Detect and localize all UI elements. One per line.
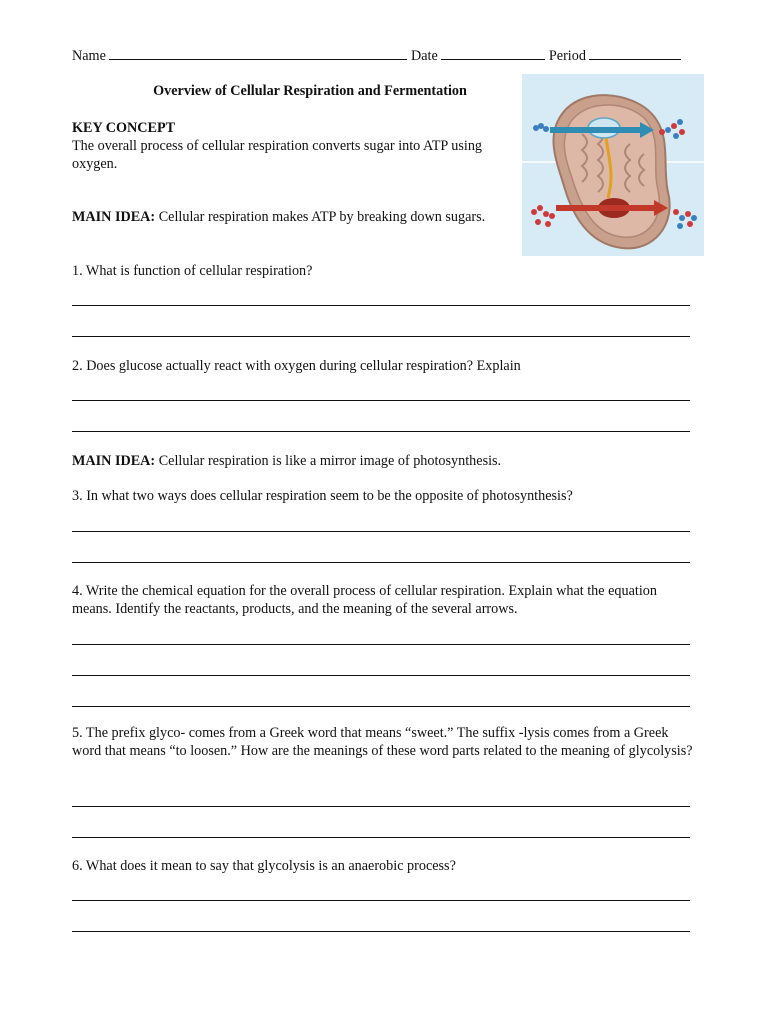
answer-line[interactable] [72, 900, 690, 901]
name-field[interactable] [109, 46, 407, 60]
answer-line[interactable] [72, 531, 690, 532]
mitochondrion-illustration [522, 74, 704, 256]
answer-line[interactable] [72, 431, 690, 432]
question-1: 1. What is function of cellular respiration? [72, 263, 313, 279]
question-4: 4. Write the chemical equation for the overall process of cellular respiration. Explain what the equation means. Identify the reactants, products, and the meaning of the several arrows. [72, 583, 657, 617]
answer-line[interactable] [72, 336, 690, 337]
question-5: 5. The prefix glyco- comes from a Greek word that means “sweet.” The suffix -lysis comes from a Greek word that means “to loosen.” How are the meanings of these word parts related to the meaning of glycolysis? [72, 725, 693, 759]
date-field[interactable] [441, 46, 545, 60]
period-field[interactable] [589, 46, 681, 60]
answer-line[interactable] [72, 305, 690, 306]
answer-line[interactable] [72, 931, 690, 932]
page-title: Overview of Cellular Respiration and Fermentation [153, 83, 467, 99]
name-label: Name [72, 48, 106, 64]
answer-line[interactable] [72, 706, 690, 707]
main-idea-text: Cellular respiration makes ATP by breaking down sugars. [155, 209, 486, 225]
main-idea-1 [72, 208, 522, 226]
question-6: 6. What does it mean to say that glycolysis is an anaerobic process? [72, 858, 456, 874]
answer-line[interactable] [72, 806, 690, 807]
answer-line[interactable] [72, 837, 690, 838]
period-label: Period [548, 48, 586, 64]
answer-line[interactable] [72, 562, 690, 563]
main-idea-2 [72, 452, 692, 470]
mitochondrion-figure [522, 74, 704, 256]
date-label: Date [410, 48, 438, 64]
key-concept-heading: KEY CONCEPT [72, 120, 176, 136]
question-2: 2. Does glucose actually react with oxygen during cellular respiration? Explain [72, 358, 521, 374]
main-idea-label: MAIN IDEA: [72, 453, 156, 469]
answer-line[interactable] [72, 675, 690, 676]
answer-line[interactable] [72, 644, 690, 645]
main-idea-label: MAIN IDEA: [72, 209, 156, 225]
key-concept-text: The overall process of cellular respiration converts sugar into ATP using oxygen. [72, 138, 483, 172]
worksheet-header [72, 46, 694, 65]
answer-line[interactable] [72, 400, 690, 401]
question-3: 3. In what two ways does cellular respiration seem to be the opposite of photosynthesis? [72, 488, 573, 504]
main-idea-text: Cellular respiration is like a mirror image of photosynthesis. [155, 453, 502, 469]
